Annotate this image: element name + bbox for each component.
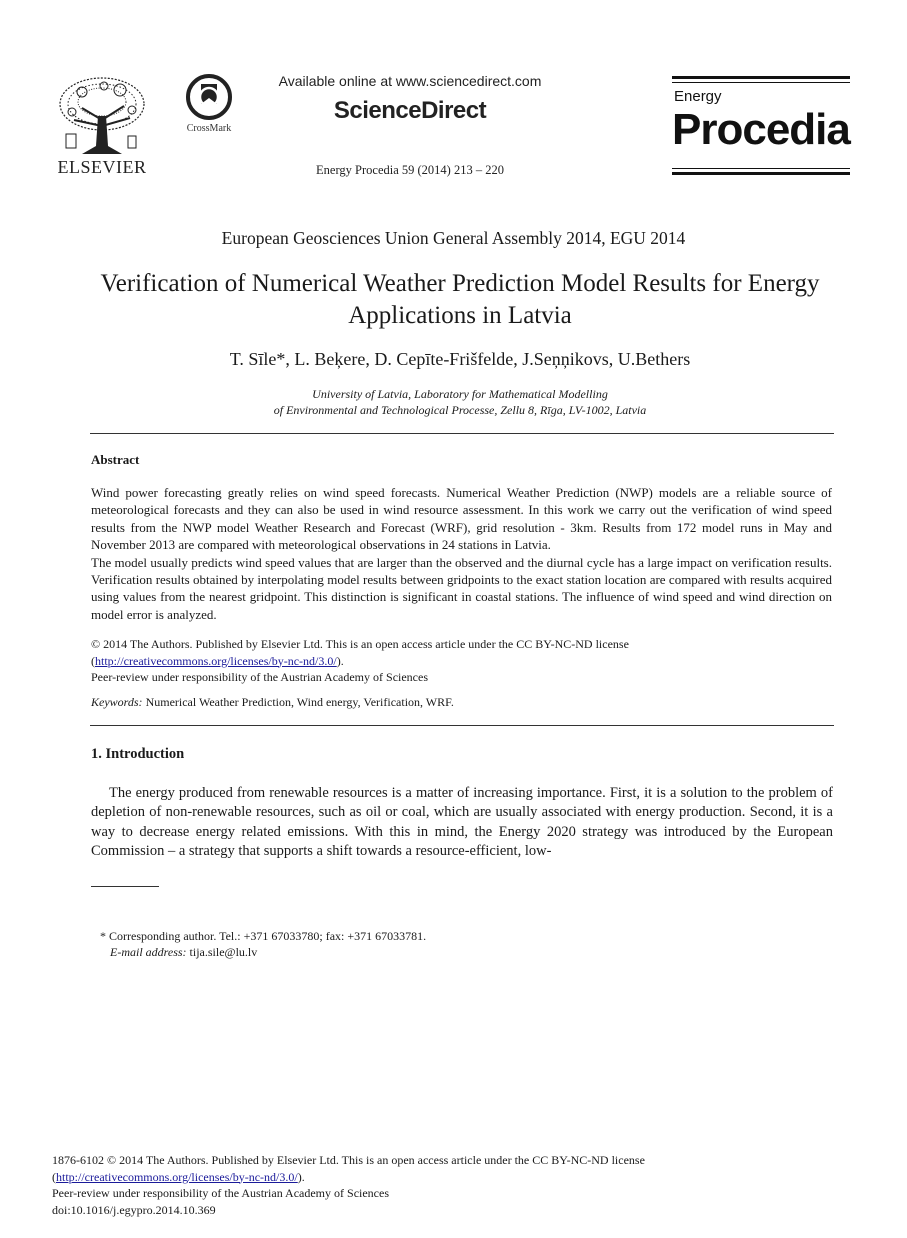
keywords: [91, 695, 832, 710]
bottom-copyright: [52, 1152, 852, 1218]
procedia-top-rule: [672, 76, 850, 79]
divider-top: [90, 433, 834, 434]
issn-copyright: 1876-6102 © 2014 The Authors. Published by Elsevier Ltd. This is an open access article under the CC BY-NC-ND license: [52, 1153, 645, 1167]
bottom-peer-review: Peer-review under responsibility of the Austrian Academy of Sciences: [52, 1186, 389, 1201]
procedia-bottom-thin-rule: [672, 168, 850, 169]
license-line: © 2014 The Authors. Published by Elsevier Ltd. This is an open access article under the CC BY-NC-ND license: [91, 637, 629, 651]
crossmark-icon: [186, 74, 232, 120]
elsevier-tree-icon: [52, 74, 152, 156]
available-online: Available online at www.sciencedirect.com: [278, 73, 542, 89]
elsevier-wordmark: ELSEVIER: [57, 157, 147, 177]
journal-reference: Energy Procedia 59 (2014) 213 – 220: [316, 163, 504, 177]
bottom-link-open: (: [52, 1169, 56, 1184]
abstract-body: [91, 484, 832, 623]
license-block: [91, 636, 832, 686]
doi[interactable]: doi:10.1016/j.egypro.2014.10.369: [52, 1202, 216, 1217]
email-label: E-mail address:: [110, 945, 187, 960]
footnote: [100, 928, 800, 961]
conference-name: European Geosciences Union General Assembly 2014, EGU 2014: [221, 228, 686, 248]
crossmark-badge[interactable]: [178, 74, 240, 134]
bottom-license-link[interactable]: http://creativecommons.org/licenses/by-nc-nd/3.0/: [56, 1169, 298, 1184]
license-link[interactable]: http://creativecommons.org/licenses/by-nc-nd/3.0/: [95, 653, 337, 668]
email-line: [100, 944, 800, 960]
abstract-paragraph-2: The model usually predicts wind speed values that are larger than the observed and the diurnal cycle has a large impact on verification results. Verification results obtained by interpolating model results between gridpoints to the exact station location are compared with results acquired using values from the nearest gridpoint. This distinction is significant in coastal stations. The influence of wind speed and wind direction on model error is analyzed.: [91, 554, 832, 622]
elsevier-logo: [52, 74, 152, 179]
authors: T. Sīle*, L. Beķere, D. Cepīte-Frišfelde, J.Seņņikovs, U.Bethers: [229, 349, 691, 369]
keywords-label: Keywords:: [91, 695, 143, 709]
energy-procedia-logo: [672, 76, 852, 178]
procedia-bottom-rule: [672, 172, 850, 175]
procedia-top-thin-rule: [672, 82, 850, 83]
introduction-heading: 1. Introduction: [91, 746, 185, 762]
sciencedirect-logo: ScienceDirect: [333, 97, 487, 124]
crossmark-label: CrossMark: [186, 123, 232, 134]
procedia-name: Procedia: [672, 105, 850, 154]
license-link-line: [91, 653, 832, 670]
abstract-paragraph-1: Wind power forecasting greatly relies on wind speed forecasts. Numerical Weather Prediction (NWP) models are a reliable source of meteorological forecasts and they can also be used in wind resource assessment. In this work we carry out the verification of wind speed results from the NWP model Weather Research and Forecast (WRF), grid resolution - 3km. Results from 172 model runs in May and November 2013 are compared with meteorological observations in 24 stations in Latvia.: [91, 485, 832, 553]
bottom-link-line: [52, 1169, 852, 1186]
peer-review-line: Peer-review under responsibility of the Austrian Academy of Sciences: [91, 670, 428, 685]
corresponding-author: * Corresponding author. Tel.: +371 67033780; fax: +371 67033781.: [100, 929, 427, 943]
introduction-text: The energy produced from renewable resources is a matter of increasing importance. First, it is a solution to the problem of depletion of non-renewable resources, such as oil or coal, which are usually associated with energy production. Second, it is a way to decrease energy related emissions. With this in mind, the Energy 2020 strategy was introduced by the European Commission – a strategy that supports a shift towards a resource-efficient, low-: [91, 785, 833, 859]
affiliation-line-2: of Environmental and Technological Processe, Zellu 8, Rīga, LV-1002, Latvia: [273, 403, 647, 417]
paper-title: Verification of Numerical Weather Prediction Model Results for Energy Applications in Latvia: [100, 270, 820, 329]
email-address[interactable]: tija.sile@lu.lv: [186, 945, 258, 960]
license-link-close: ).: [336, 653, 344, 668]
affiliation-line-1: University of Latvia, Laboratory for Mathematical Modelling: [312, 387, 608, 401]
bottom-link-close: ).: [297, 1169, 305, 1184]
affiliation: [40, 386, 880, 418]
divider-bottom: [90, 725, 834, 726]
keywords-text: Numerical Weather Prediction, Wind energy, Verification, WRF.: [142, 695, 454, 709]
footnote-rule: [91, 886, 159, 887]
abstract-heading: Abstract: [91, 452, 140, 467]
procedia-energy-label: Energy: [674, 88, 722, 105]
license-link-open: (: [91, 653, 95, 668]
